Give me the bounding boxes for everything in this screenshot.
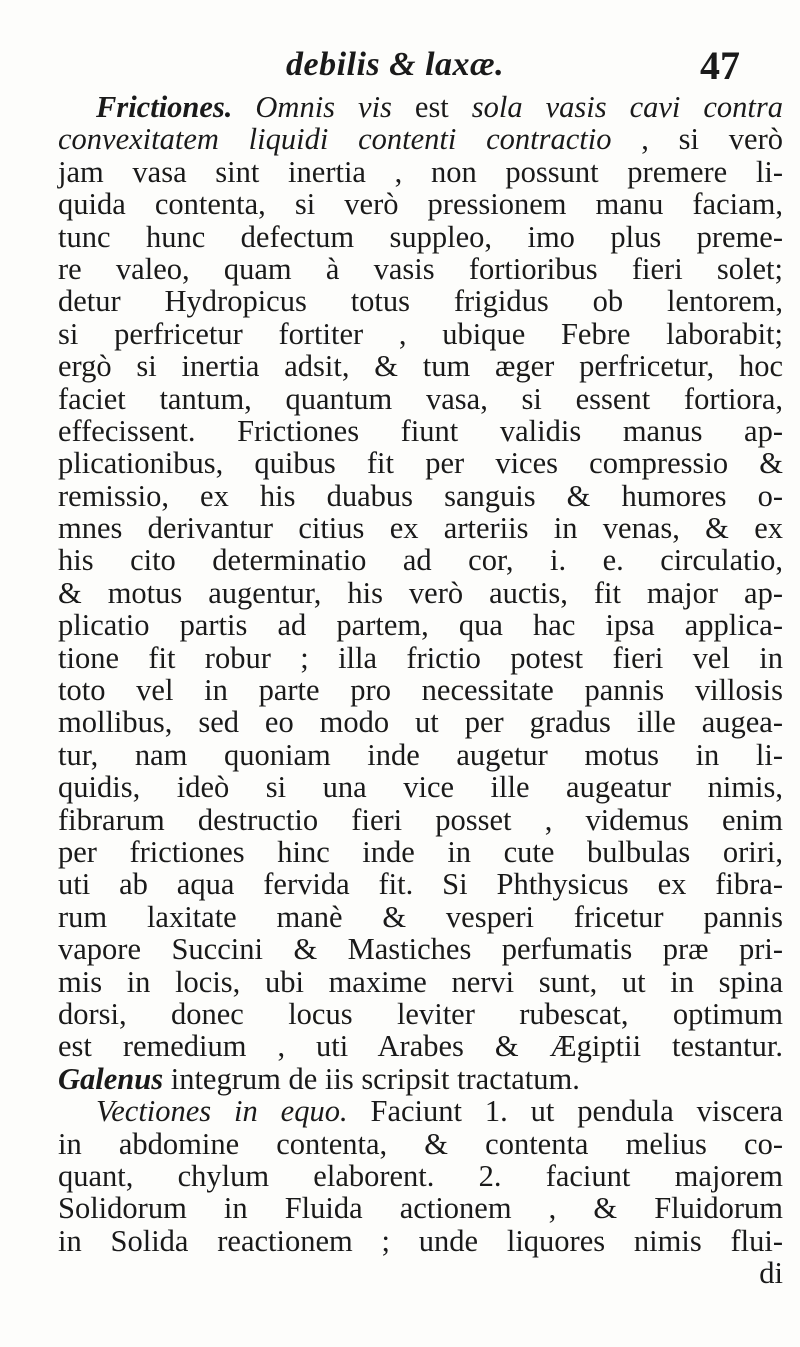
line-text: quant, chylum elaborent. 2. faciunt majorem	[58, 1158, 783, 1193]
text-line	[58, 933, 783, 965]
line-text: est remedium , uti Arabes & Ægiptii testantur.	[58, 1029, 783, 1064]
line-text: si perfricetur fortiter , ubique Febre laborabit;	[58, 316, 783, 351]
text-line	[58, 447, 783, 479]
line-text: per frictiones hinc inde in cute bulbulas oriri,	[58, 834, 783, 869]
line-text: vapore Succini & Mastiches perfumatis præ pri-	[58, 932, 783, 967]
emphasis-text: sola vasis cavi contra	[471, 90, 784, 124]
line-text: fibrarum destructio fieri posset , videmus enim	[58, 802, 783, 837]
line-text: ergò si inertia adsit, & tum æger perfricetur, hoc	[58, 349, 783, 384]
text-line	[58, 1192, 783, 1224]
line-text: jam vasa sint inertia , non possunt premere li-	[58, 154, 783, 189]
line-text: quidis, ideò si una vice ille augeatur nimis,	[58, 770, 783, 805]
text-line	[58, 1030, 783, 1062]
text-line	[58, 285, 783, 317]
text-line	[58, 836, 783, 868]
text-line	[58, 512, 783, 544]
line-text: , si verò	[611, 122, 783, 157]
text-line	[58, 156, 783, 188]
line-text: integrum de iis scripsit tractatum.	[163, 1061, 580, 1096]
page-number: 47	[700, 43, 740, 88]
text-line	[58, 771, 783, 803]
text-line	[58, 706, 783, 738]
text-line	[58, 1063, 783, 1095]
text-line	[58, 383, 783, 415]
text-line	[58, 1160, 783, 1192]
line-text: quida contenta, si verò pressionem manu faciam,	[58, 187, 783, 222]
line-text: toto vel in parte pro necessitate pannis villosis	[58, 673, 783, 708]
emphasis-text: Omnis vis	[255, 90, 392, 124]
emphasis-text: Galenus	[58, 1061, 164, 1096]
line-text: effecissent. Frictiones fiunt validis manus ap-	[58, 413, 783, 448]
line-text: faciet tantum, quantum vasa, si essent fortiora,	[58, 381, 783, 416]
text-line	[58, 91, 783, 123]
line-text: uti ab aqua fervida fit. Si Phthysicus ex fibra-	[58, 867, 783, 902]
line-text: tur, nam quoniam inde augetur motus in li-	[58, 737, 783, 772]
line-text: tunc hunc defectum suppleo, imo plus preme-	[58, 219, 783, 254]
text-line	[58, 350, 783, 382]
line-text: remissio, ex his duabus sanguis & humores o-	[58, 478, 783, 513]
line-text: tione fit robur ; illa frictio potest fieri vel in	[58, 640, 783, 675]
text-line	[58, 221, 783, 253]
line-text: re valeo, quam à vasis fortioribus fieri solet;	[58, 251, 783, 286]
emphasis-text: Vectiones in equo.	[96, 1094, 348, 1129]
line-text: mollibus, sed eo modo ut per gradus ille augea-	[58, 705, 783, 740]
line-text: est	[391, 90, 472, 124]
line-text: plicationibus, quibus fit per vices compressio &	[58, 446, 783, 481]
line-text: mnes derivantur citius ex arteriis in venas, & ex	[58, 511, 783, 546]
line-text: rum laxitate manè & vesperi fricetur pannis	[58, 899, 783, 934]
line-text: & motus augentur, his verò auctis, fit major ap-	[58, 575, 783, 610]
text-line	[58, 609, 783, 641]
line-text: plicatio partis ad partem, qua hac ipsa applica-	[58, 608, 783, 643]
text-line	[58, 577, 783, 609]
emphasis-text: Frictiones.	[96, 90, 233, 124]
text-line	[58, 123, 783, 155]
text-line	[58, 415, 783, 447]
text-line	[58, 998, 783, 1030]
text-line	[58, 188, 783, 220]
text-line	[58, 674, 783, 706]
text-line	[58, 901, 783, 933]
line-text: detur Hydropicus totus frigidus ob lentorem,	[58, 284, 783, 319]
line-text: mis in locis, ubi maxime nervi sunt, ut in spina	[58, 964, 783, 999]
text-line	[58, 804, 783, 836]
text-line	[58, 480, 783, 512]
line-text: dorsi, donec locus leviter rubescat, optimum	[58, 996, 783, 1031]
text-line	[58, 868, 783, 900]
page-header	[0, 42, 800, 92]
line-text: Solidorum in Fluida actionem , & Fluidorum	[58, 1191, 783, 1226]
text-line	[58, 1225, 783, 1257]
line-text: in Solida reactionem ; unde liquores nimis flui-	[58, 1223, 783, 1258]
text-line	[58, 966, 783, 998]
body-text	[58, 91, 783, 1289]
text-line	[58, 1128, 783, 1160]
line-text: di	[759, 1256, 783, 1291]
running-title: debilis & laxæ.	[286, 46, 505, 83]
text-line	[58, 739, 783, 771]
line-text: Faciunt 1. ut pendula viscera	[347, 1094, 783, 1129]
text-line	[58, 1095, 783, 1127]
text-line	[58, 318, 783, 350]
text-line	[58, 544, 783, 576]
text-line	[58, 1257, 783, 1289]
line-text	[232, 90, 255, 124]
text-line	[58, 253, 783, 285]
line-text: in abdomine contenta, & contenta melius co-	[58, 1126, 783, 1161]
text-line	[58, 642, 783, 674]
emphasis-text: convexitatem liquidi contenti contractio	[58, 122, 612, 157]
line-text: his cito determinatio ad cor, i. e. circulatio,	[58, 543, 783, 578]
